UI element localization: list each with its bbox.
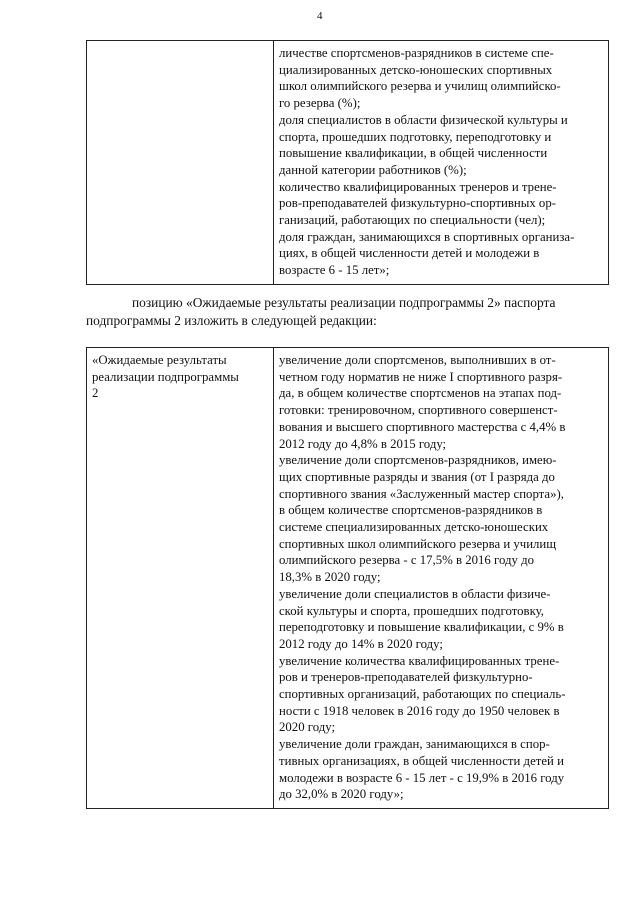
text-line: личестве спортсменов-разрядников в системе спе- (279, 46, 554, 60)
text-line: повышение квалификации, в общей численности (279, 146, 548, 161)
text-line: спортивных организаций, работающих по специаль- (279, 687, 566, 702)
paragraph-line: позицию «Ожидаемые результаты реализации подпрограммы 2» паспорта (132, 295, 556, 310)
paragraph-line: подпрограммы 2 изложить в следующей редакции: (86, 313, 377, 328)
text-line: четном году норматив не ниже I спортивного разря- (279, 369, 563, 384)
passport-table-top (86, 40, 609, 285)
text-line: системе специализированных детско-юношеских (279, 520, 549, 535)
text-line: ности с 1918 человек в 2016 году до 1950 человек в (279, 703, 560, 718)
text-line: школ олимпийского резерва и училищ олимпийско- (279, 79, 561, 94)
text-line: «Ожидаемые результаты (92, 353, 227, 367)
left-cell-empty (87, 41, 274, 285)
body-paragraph (86, 294, 609, 330)
text-line: 2012 году до 4,8% в 2015 году; (279, 436, 447, 451)
text-line: да, в общем количестве спортсменов на этапах под- (279, 386, 562, 401)
text-line: до 32,0% в 2020 году»; (279, 787, 404, 802)
text-line: данной категории работников (%); (279, 162, 467, 177)
table-row (87, 348, 609, 809)
text-line: возрасте 6 - 15 лет»; (279, 263, 390, 278)
text-line: спорта, прошедших подготовку, переподготовку и (279, 129, 552, 144)
text-line: готовки: тренировочном, спортивного совершенст- (279, 403, 558, 418)
text-line: увеличение доли спортсменов, выполнивших в от- (279, 353, 556, 367)
text-line: 2 (92, 386, 99, 401)
text-line: увеличение доли граждан, занимающихся в спор- (279, 737, 550, 752)
text-line: ров-преподавателей физкультурно-спортивных ор- (279, 196, 556, 211)
text-line: спортивного звания «Заслуженный мастер спорта»), (279, 486, 564, 501)
text-line: 2020 году; (279, 720, 336, 735)
text-line: спортивных школ олимпийского резерва и училищ (279, 536, 557, 551)
text-line: 2012 году до 14% в 2020 году; (279, 636, 443, 651)
text-line: вования и высшего спортивного мастерства с 4,4% в (279, 419, 566, 434)
text-line: доля граждан, занимающихся в спортивных организа- (279, 229, 575, 244)
text-line: переподготовку и повышение квалификации, с 9% в (279, 620, 564, 635)
text-line: ганизаций, работающих по специальности (чел); (279, 213, 546, 228)
passport-table-bottom (86, 347, 609, 809)
text-line: циализированных детско-юношеских спортивных (279, 62, 553, 77)
text-line: количество квалифицированных тренеров и трене- (279, 179, 557, 194)
text-line: увеличение доли специалистов в области физиче- (279, 586, 551, 601)
text-line: го резерва (%); (279, 96, 361, 111)
right-cell-indicators (274, 41, 609, 285)
text-line: щих спортивные разряды и звания (от I разряда до (279, 469, 555, 484)
text-line: увеличение количества квалифицированных трене- (279, 653, 560, 668)
table-row (87, 41, 609, 285)
page-number: 4 (317, 10, 323, 22)
text-line: доля специалистов в области физической культуры и (279, 112, 568, 127)
right-cell-results (274, 348, 609, 809)
text-line: циях, в общей численности детей и молодежи в (279, 246, 540, 261)
text-line: тивных организациях, в общей численности детей и (279, 753, 564, 768)
text-line: олимпийского резерва - с 17,5% в 2016 году до (279, 553, 535, 568)
text-line: увеличение доли спортсменов-разрядников, имею- (279, 453, 557, 468)
text-line: в общем количестве спортсменов-разрядников в (279, 503, 543, 518)
text-line: ров и тренеров-преподавателей физкультурно- (279, 670, 533, 685)
left-cell-expected-results (87, 348, 274, 809)
text-line: ской культуры и спорта, прошедших подготовку, (279, 603, 544, 618)
text-line: реализации подпрограммы (92, 369, 239, 384)
text-line: молодежи в возрасте 6 - 15 лет - с 19,9% в 2016 году (279, 770, 565, 785)
text-line: 18,3% в 2020 году; (279, 570, 381, 585)
